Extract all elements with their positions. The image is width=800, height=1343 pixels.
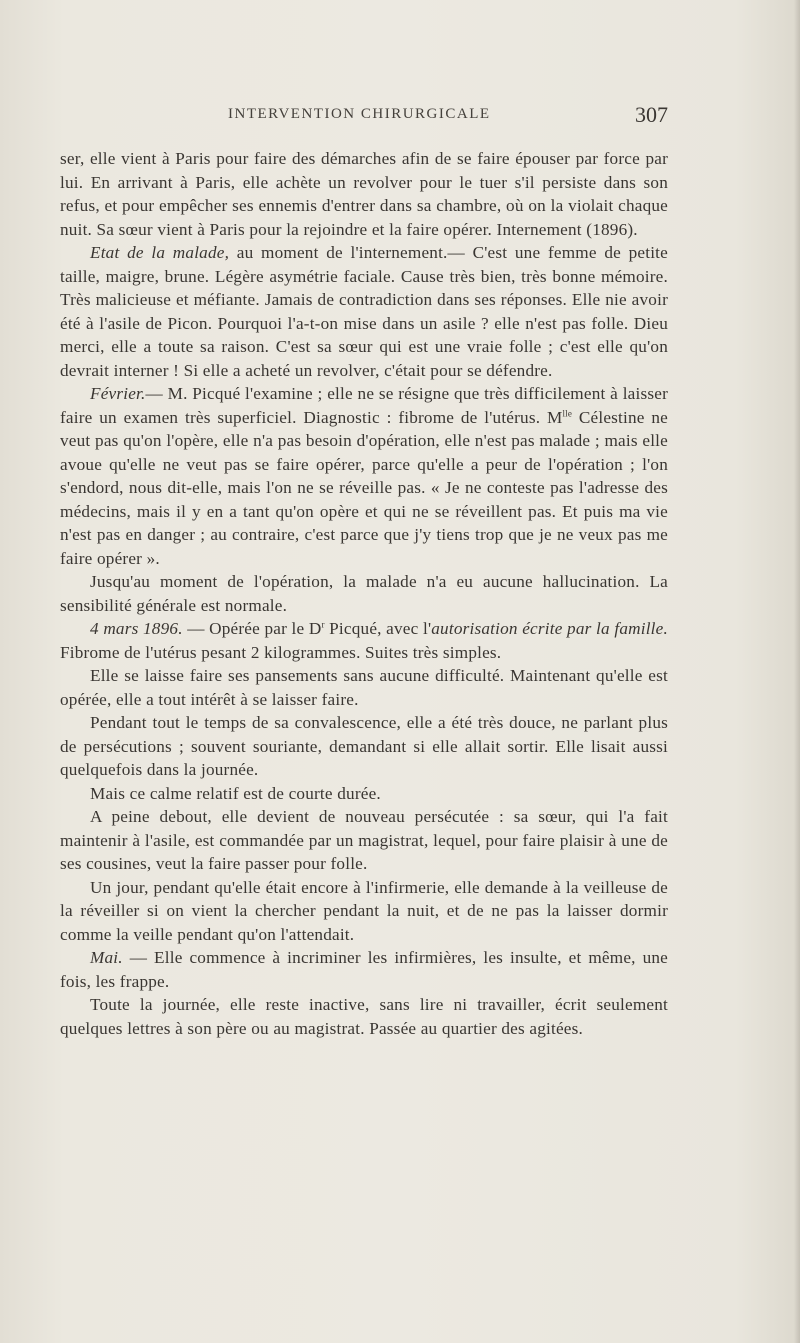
paragraph-text: Célestine ne veut pas qu'on l'opère, elle n'a pas besoin d'opération, elle n'est pas malade ; mais elle avoue qu'elle ne veut pas se faire opérer, parce qu'elle a peur de l'opération ; l'on s'endord, nous dit-elle, mais l'on ne se réveille pas. « Je ne conteste pas l'adresse des médecins, mais il y en a tant qu'on opère et qui ne se réveillent pas. Et puis ma vie n'est pas en danger ; au contraire, c'est parce que j'y tiens trop que je ne veux pas me faire opérer ».	[60, 407, 668, 568]
paragraph-text: Mais ce calme relatif est de courte durée.	[90, 783, 381, 803]
section-lead: Mai.	[90, 948, 123, 967]
paragraph	[60, 147, 668, 241]
paragraph-text: — M. Picqué l'examine ; elle ne se résigne que très difficilement à laisser faire un examen très superficiel. Diagnostic : fibrome de l'utérus. M	[60, 384, 668, 427]
paragraph-text: Picqué, avec l'	[324, 619, 432, 638]
paragraph-text: Un jour, pendant qu'elle était encore à l'infirmerie, elle demande à la veilleuse de la réveiller si on vient la chercher pendant la nuit, et de ne pas la laisser dormir comme la veille pendant qu'on l'attendait.	[60, 877, 668, 944]
paragraph-text: — Elle commence à incriminer les infirmières, les insulte, et même, une fois, les frappe.	[60, 948, 668, 991]
paragraph	[60, 617, 668, 664]
section-lead: Février.	[90, 384, 146, 403]
paragraph	[60, 570, 668, 617]
paragraph-text: — Opérée par le D	[182, 619, 322, 638]
body-text	[60, 147, 668, 1040]
paragraph-text: Toute la journée, elle reste inactive, sans lire ni travailler, écrit seulement quelques lettres à son père ou au magistrat. Passée au quartier des agitées.	[60, 995, 668, 1038]
paragraph	[60, 805, 668, 876]
paragraph	[60, 876, 668, 947]
paragraph	[60, 711, 668, 782]
superscript: r	[321, 619, 325, 630]
paragraph	[60, 664, 668, 711]
superscript: lle	[562, 407, 573, 418]
paragraph	[60, 946, 668, 993]
paragraph-text: au moment de l'internement.— C'est une femme de petite taille, maigre, brune. Légère asymétrie faciale. Cause très bien, très bonne mémoire. Très malicieuse et méfiante. Jamais de contradiction dans ses réponses. Elle nie avoir été à l'asile de Picon. Pourquoi l'a-t-on mise dans un asile ? elle n'est pas folle. Dieu merci, elle a toute sa raison. C'est sa sœur qui est une vraie folle ; c'est elle qu'on devrait interner ! Si elle a acheté un revolver, c'était pour se défendre.	[60, 243, 668, 380]
paragraph	[60, 993, 668, 1040]
paragraph-text: Pendant tout le temps de sa convalescence, elle a été très douce, ne parlant plus de persécutions ; souvent souriante, demandant si elle allait sortir. Elle lisait aussi quelquefois dans la journée.	[60, 713, 668, 779]
section-lead: 4 mars 1896.	[90, 619, 183, 638]
paragraph-text: Fibrome de l'utérus pesant 2 kilogrammes. Suites très simples.	[60, 642, 502, 662]
section-lead: Etat de la malade,	[90, 243, 230, 262]
page-header	[228, 102, 668, 132]
paragraph	[60, 782, 668, 806]
paragraph-text: Jusqu'au moment de l'opération, la malade n'a eu aucune hallucination. La sensibilité générale est normale.	[60, 572, 668, 615]
paragraph	[60, 382, 668, 570]
paragraph-text: A peine debout, elle devient de nouveau persécutée : sa sœur, qui l'a fait maintenir à l'asile, est commandée par un magistrat, lequel, pour faire plaisir à une de ses cousines, veut la faire passer pour folle.	[60, 807, 668, 873]
paragraph	[60, 241, 668, 382]
paragraph-text: ser, elle vient à Paris pour faire des démarches afin de se faire épouser par force par lui. En arrivant à Paris, elle achète un revolver pour le tuer s'il persiste dans son refus, et pour empêcher ses ennemis d'entrer dans sa chambre, où on la violait chaque nuit. Sa sœur vient à Paris pour la rejoindre et la faire opérer. Internement (1896).	[60, 149, 668, 239]
page-edge-shadow	[794, 0, 800, 1343]
italic-phrase: autorisation écrite par la famille.	[431, 619, 668, 638]
page-number: 307	[635, 102, 668, 127]
running-head: INTERVENTION CHIRURGICALE	[228, 106, 491, 122]
paragraph-text: Elle se laisse faire ses pansements sans aucune difficulté. Maintenant qu'elle est opérée, elle a tout intérêt à se laisser faire.	[60, 666, 668, 709]
